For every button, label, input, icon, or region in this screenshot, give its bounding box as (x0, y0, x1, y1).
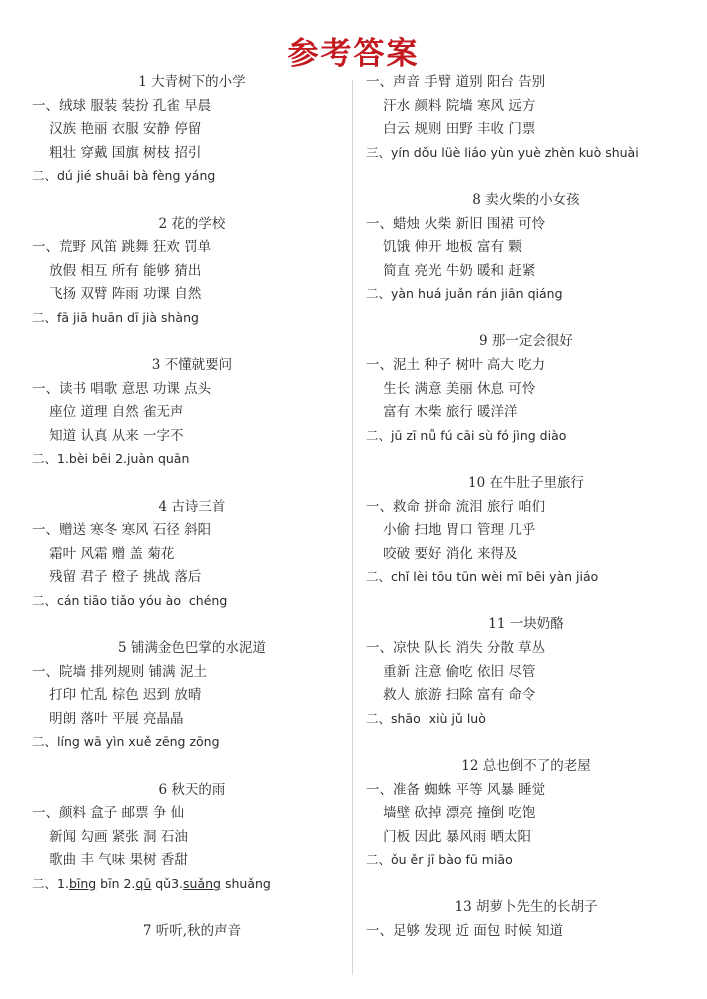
answer-line: 小偷 扫地 胃口 管理 几乎 (366, 522, 536, 539)
answer-line: 新闻 勾画 紧张 洞 石油 (32, 828, 188, 845)
answer-line: 放假 相互 所有 能够 猜出 (32, 262, 202, 279)
answer-line: 明朗 落叶 平展 亮晶晶 (32, 710, 184, 727)
answer-line: 一、泥土 种子 树叶 高大 吃力 (366, 357, 546, 373)
section-heading: 6 秋天的雨 (158, 781, 226, 798)
section-heading: 5 铺满金色巴掌的水泥道 (118, 640, 266, 656)
answer-line: 飞扬 双臂 阵雨 功课 自然 (32, 286, 202, 303)
answer-line: 一、准备 蜘蛛 平等 风暴 睡觉 (366, 781, 546, 798)
answer-line: 一、院墙 排列规则 铺满 泥土 (32, 663, 207, 680)
pinyin-answer-line: 二、líng wā yìn xuě zēng zōng (32, 734, 220, 750)
answer-line: 一、赠送 寒冬 寒风 石径 斜阳 (32, 522, 212, 539)
answer-line: 简直 亮光 牛奶 暖和 赶紧 (366, 262, 536, 279)
pinyin-answer-line: 二、fā jiā huān dī jià shàng (32, 309, 199, 325)
answer-line: 一、颜料 盒子 邮票 争 仙 (32, 805, 185, 822)
pinyin-answer-line: 二、ǒu ěr jī bào fū miāo (366, 852, 513, 868)
pinyin-answer-line: 二、1.bèi bēi 2.juàn quān (32, 451, 190, 467)
section-heading: 13 胡萝卜先生的长胡子 (454, 899, 598, 916)
pinyin-answer-line: 二、cán tiāo tiǎo yóu ào chéng (32, 592, 228, 608)
answer-line: 残留 君子 橙子 挑战 落后 (32, 569, 202, 586)
answer-line: 一、声音 手臂 道别 阳台 告别 (366, 74, 546, 90)
page-title: 参考答案 (287, 36, 420, 72)
answer-line: 汗水 颜料 院墙 寒风 远方 (366, 97, 536, 114)
pinyin-answer-line: 二、1.bīng bīn 2.qū qǔ3.suǎng shuǎng (32, 875, 271, 891)
section-heading: 7 听听,秋的声音 (142, 923, 242, 939)
answer-line: 白云 规则 田野 丰收 门票 (366, 121, 536, 138)
answer-line: 一、凉快 队长 消失 分散 草丛 (366, 640, 546, 656)
answer-line: 知道 认真 从来 一字不 (32, 427, 184, 444)
section-heading: 8 卖火柴的小女孩 (472, 191, 580, 208)
answer-line: 一、救命 拼命 流泪 旅行 咱们 (366, 498, 546, 515)
answer-line: 生长 满意 美丽 休息 可怜 (366, 380, 536, 397)
section-heading: 11 一块奶酪 (488, 616, 564, 633)
section-heading: 12 总也倒不了的老屋 (461, 757, 591, 774)
section-heading: 1 大青树下的小学 (138, 74, 246, 90)
section-heading: 4 古诗三首 (158, 498, 226, 515)
pinyin-answer-line: 二、yàn huá juǎn rán jiān qiáng (366, 286, 563, 302)
pinyin-answer-line: 二、dú jié shuāi bà fèng yáng (32, 168, 216, 184)
section-heading: 2 花的学校 (158, 215, 226, 232)
answer-line: 粗壮 穿戴 国旗 树枝 招引 (32, 144, 202, 161)
answer-line: 一、绒球 服装 装扮 孔雀 早晨 (32, 97, 212, 114)
answer-line: 墙壁 砍掉 漂亮 撞倒 吃饱 (366, 805, 536, 822)
answer-line: 一、蜡烛 火柴 新旧 围裙 可怜 (366, 215, 546, 232)
section-heading: 9 那一定会很好 (479, 333, 573, 350)
pinyin-answer-line: 三、yín dǒu lüè liáo yùn yuè zhèn kuò shuài (366, 144, 639, 160)
answer-line: 霜叶 风霜 赠 盖 菊花 (32, 545, 175, 562)
answer-line: 歌曲 丰 气味 果树 香甜 (32, 852, 188, 869)
answer-line: 饥饿 伸开 地板 富有 颗 (366, 239, 522, 256)
answer-line: 座位 道理 自然 雀无声 (32, 404, 184, 421)
section-heading: 3 不懂就要问 (151, 357, 233, 373)
answer-line: 救人 旅游 扫除 富有 命令 (366, 687, 536, 704)
pinyin-answer-line: 二、shāo xiù jǔ luò (366, 710, 486, 726)
answer-line: 一、读书 唱歌 意思 功课 点头 (32, 380, 212, 397)
answer-line: 富有 木柴 旅行 暖洋洋 (366, 404, 518, 421)
pinyin-answer-line: 二、jū zī nǚ fú cāi sù fó jìng diào (366, 427, 567, 443)
answer-line: 打印 忙乱 棕色 迟到 放晴 (32, 687, 202, 704)
answer-line: 咬破 要好 消化 来得及 (366, 545, 518, 562)
section-heading: 10 在牛肚子里旅行 (468, 474, 584, 491)
answer-line: 重新 注意 偷吃 依旧 尽管 (366, 663, 536, 680)
answer-line: 汉族 艳丽 衣服 安静 停留 (32, 121, 202, 138)
answer-line: 一、足够 发现 近 面包 时候 知道 (366, 923, 563, 939)
answer-line: 门板 因此 暴风雨 晒太阳 (366, 828, 532, 845)
pinyin-answer-line: 二、chǐ lèi tōu tūn wèi mī bēi yàn jiáo (366, 569, 599, 585)
answer-line: 一、荒野 风笛 跳舞 狂欢 罚单 (32, 239, 212, 256)
